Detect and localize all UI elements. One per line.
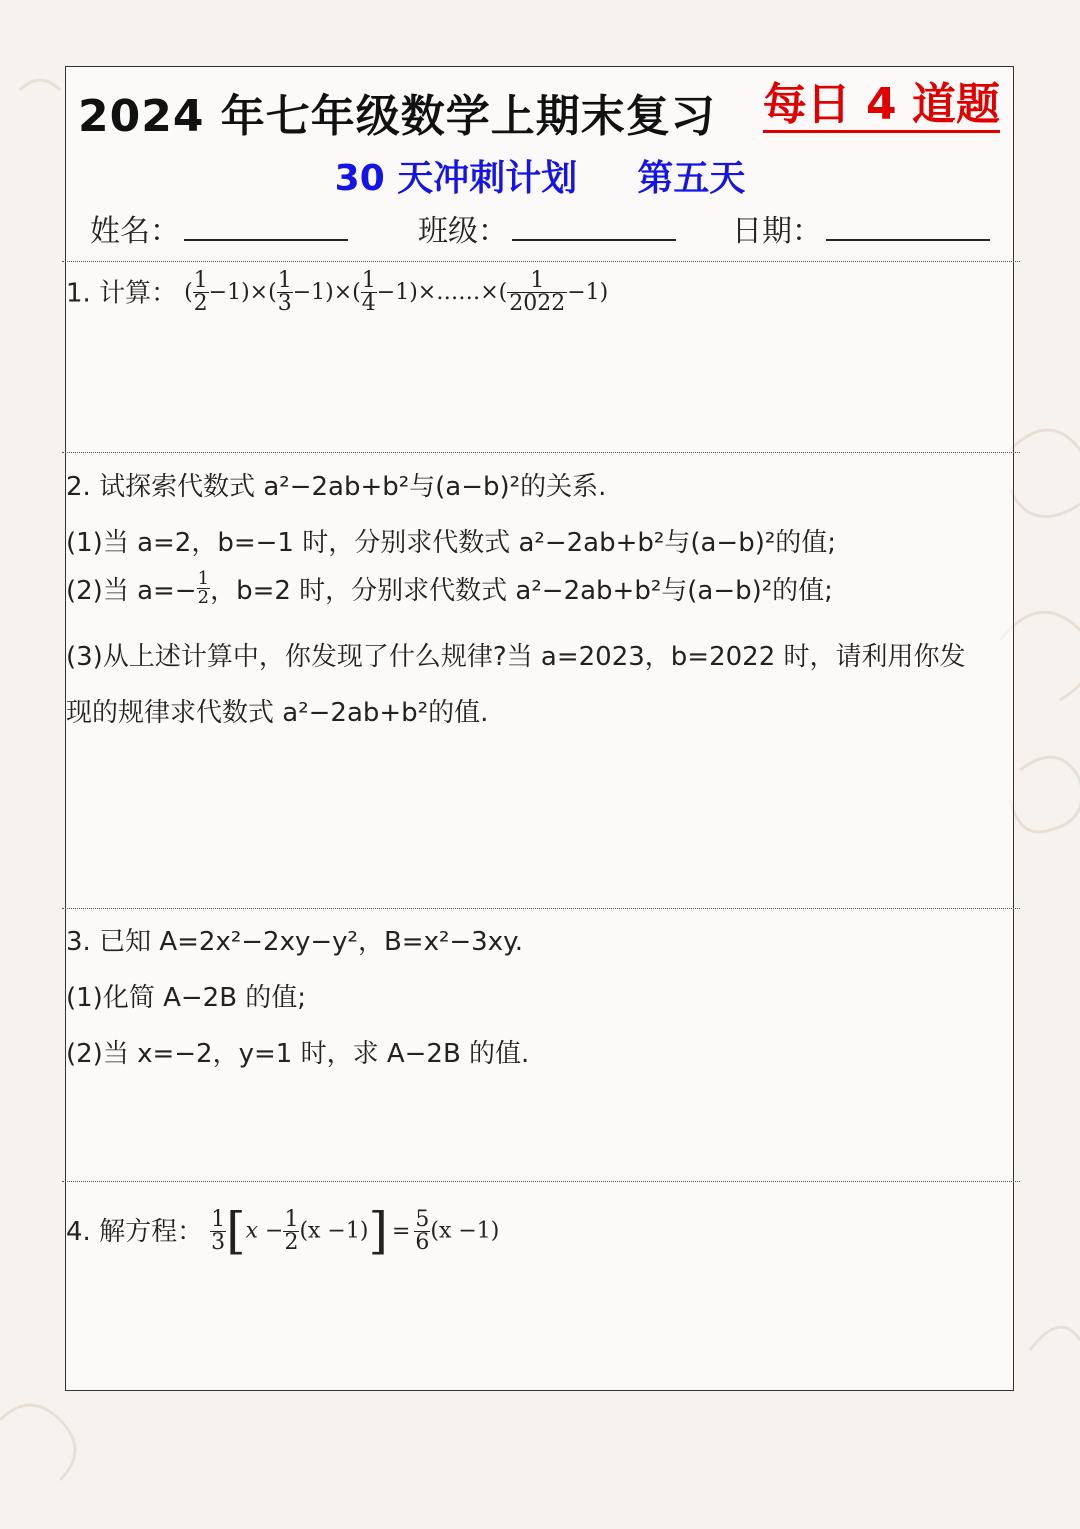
plan-label: 30 天冲刺计划 [334, 158, 578, 199]
header [78, 80, 1008, 140]
daily-count-badge: 每日 4 道题 [763, 80, 1000, 133]
question-1-label: 1. 计算： [66, 278, 178, 309]
question-4-equation: $\frac{1}{3}$ [x − $\frac{1}{2}$ (x −1)] = $\frac{5}{6}$ (x −1) [211, 1202, 500, 1260]
question-3-part-1: (1)化简 A−2B 的值; [66, 983, 307, 1013]
question-2-part-2: (2)当 a=− $\frac{1}{2}$ ，b=2 时，分别求代数式 a²−2ab+b²与(a−b)²的值; [66, 568, 833, 608]
question-1 [66, 270, 608, 315]
question-3-stem: 3. 已知 A=2x²−2xy−y²，B=x²−3xy. [66, 927, 524, 957]
divider [62, 261, 1020, 262]
question-2-part-1: (1)当 a=2，b=−1 时，分别求代数式 a²−2ab+b²与(a−b)²的值; [66, 528, 837, 558]
question-2-stem: 2. 试探索代数式 a²−2ab+b²与(a−b)²的关系. [66, 472, 607, 502]
class-field[interactable]: 班级： [418, 206, 676, 250]
name-field[interactable]: 姓名： [90, 206, 348, 250]
page-title: 2024 年七年级数学上期末复习 [78, 91, 716, 142]
question-2-part-3-line-1: (3)从上述计算中，你发现了什么规律?当 a=2023，b=2022 时，请利用你发 [66, 642, 966, 672]
divider [62, 452, 1020, 453]
divider [62, 908, 1020, 909]
question-2-part-3-line-2: 现的规律求代数式 a²−2ab+b²的值. [66, 698, 489, 728]
subtitle [0, 150, 1080, 201]
date-field[interactable]: 日期： [732, 206, 990, 250]
question-3-part-2: (2)当 x=−2，y=1 时，求 A−2B 的值. [66, 1039, 530, 1069]
student-info-fields [90, 206, 1000, 250]
day-label: 第五天 [637, 158, 746, 199]
divider [62, 1181, 1020, 1182]
question-4 [66, 1202, 499, 1260]
question-1-expression: ( $\frac{1}{2}$ −1)×( $\frac{1}{3}$ −1)×( $\frac{1}{4}$ −1)×……×( $\frac{1}{2022}$ −1) [184, 268, 609, 316]
question-4-label: 4. 解方程： [66, 1217, 204, 1247]
